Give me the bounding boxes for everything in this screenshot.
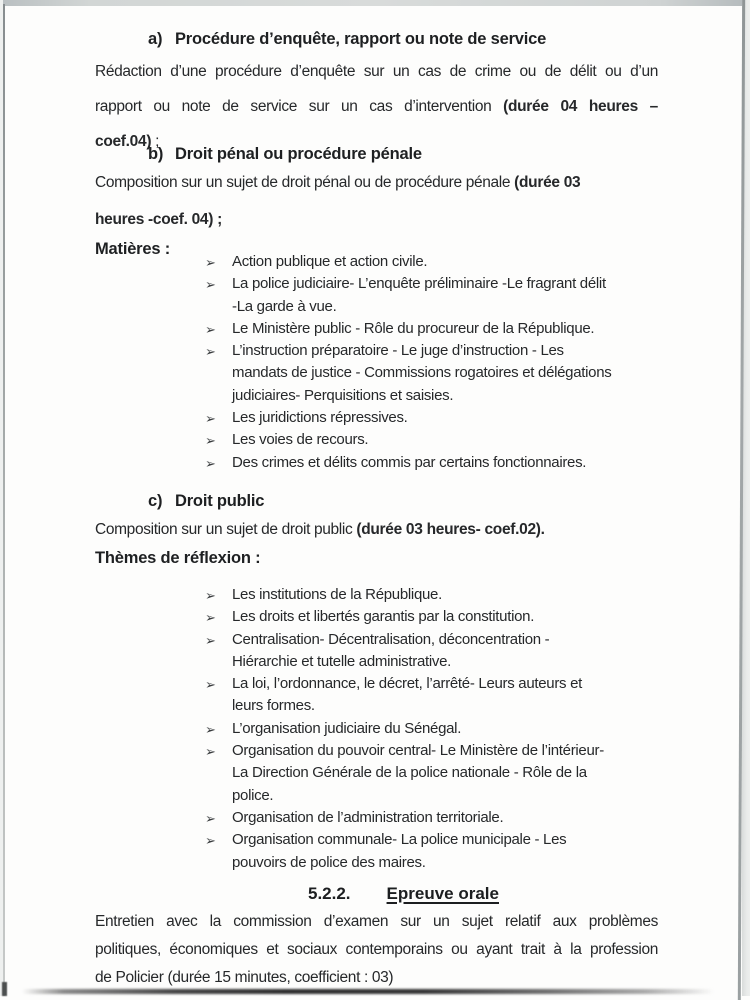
list-item-text: Les institutions de la République.: [232, 586, 442, 603]
list-arrow-icon: ➢: [205, 277, 216, 293]
list-item-text: Organisation du pouvoir central- Le Ministère de l’intérieur-: [232, 742, 604, 760]
list-arrow-icon: ➢: [205, 588, 216, 603]
duration-coefficient-bold: (durée 04 heures –: [503, 98, 658, 115]
list-arrow-icon: ➢: [205, 321, 216, 337]
list-indent-spacer: [205, 386, 232, 408]
list-item-text: Centralisation- Décentralisation, déconcentration -: [232, 630, 550, 648]
themes-label: Thèmes de réflexion :: [95, 549, 261, 567]
list-item-text: Les juridictions répressives.: [232, 409, 408, 427]
list-item-text: L’instruction préparatoire - Le juge d’instruction - Les: [232, 342, 564, 360]
list-item: [205, 407, 611, 429]
list-indent-spacer: [205, 763, 232, 785]
duration-coefficient-bold: (durée 03 heures- coef.02).: [356, 521, 545, 538]
list-item: [205, 718, 604, 740]
paragraph-line: Composition sur un sujet de droit pénal ou de procédure pénale: [95, 174, 515, 191]
section-c-label: c): [148, 492, 163, 510]
list-item-text: Organisation communale- La police municipale - Les: [232, 831, 567, 849]
duration-coefficient-bold: coef.04): [95, 133, 152, 150]
oral-exam-number: 5.2.2.: [308, 884, 351, 903]
list-item-text: Organisation de l’administration territoriale.: [232, 808, 504, 826]
section-b-title: Droit pénal ou procédure pénale: [175, 145, 422, 163]
list-item: [205, 629, 604, 674]
section-b-label: b): [148, 145, 164, 163]
list-item-text: L’organisation judiciaire du Sénégal.: [232, 719, 462, 737]
paragraph-droit-public: [95, 511, 658, 548]
list-indent-spacer: [205, 853, 232, 875]
paragraph-line: rapport ou note de service sur un cas d’intervention: [95, 98, 504, 115]
list-item: [205, 807, 604, 829]
list-item: [205, 273, 611, 318]
list-arrow-icon: ➢: [205, 344, 216, 360]
section-c-title: Droit public: [175, 492, 265, 510]
list-arrow-icon: ➢: [205, 632, 216, 648]
list-item: [205, 251, 611, 273]
list-item: [205, 340, 611, 407]
list-arrow-icon: ➢: [205, 610, 216, 626]
list-item-text: Des crimes et délits commis par certains fonctionnaires.: [232, 453, 587, 471]
list-arrow-icon: ➢: [205, 255, 216, 270]
list-item: [205, 452, 611, 474]
list-indent-spacer: [205, 652, 232, 674]
list-item: [205, 318, 611, 340]
matieres-label: Matières :: [95, 240, 171, 258]
oral-exam-title: Epreuve orale: [386, 884, 499, 903]
list-item: [205, 606, 604, 628]
paragraph-droit-penal: [95, 164, 658, 238]
paragraph-line: politiques, économiques et sociaux contemporains ou ayant trait à la profession: [95, 941, 658, 958]
list-item-text: pouvoirs de police des maires.: [232, 853, 426, 871]
list-item-text: Les droits et libertés garantis par la constitution.: [232, 608, 535, 626]
list-item-text: leurs formes.: [232, 697, 315, 715]
paragraph-line: de Policier (durée 15 minutes, coefficient : 03): [95, 969, 394, 986]
list-indent-spacer: [205, 696, 232, 718]
list-arrow-icon: ➢: [205, 721, 216, 737]
list-item-text: La Direction Générale de la police nationale - Rôle de la: [232, 764, 587, 782]
list-item: [205, 673, 604, 718]
list-item-text: -La garde à vue.: [232, 297, 337, 315]
list-item-text: Les voies de recours.: [232, 431, 369, 449]
list-item: [205, 429, 611, 451]
list-item-text: police.: [232, 786, 274, 804]
themes-list: [205, 584, 604, 874]
list-item-text: judiciaires- Perquisitions et saisies.: [232, 386, 454, 404]
section-c-heading: [148, 492, 264, 511]
list-arrow-icon: ➢: [205, 677, 216, 693]
paragraph-line: Entretien avec la commission d’examen sur un sujet relatif aux problèmes: [95, 913, 658, 930]
duration-coefficient-bold: heures -coef. 04) ;: [95, 211, 222, 228]
paragraph-procedure-enquete: [95, 54, 658, 159]
paragraph-line: Composition sur un sujet de droit public: [95, 521, 357, 538]
list-item-text: La loi, l’ordonnance, le décret, l’arrêté- Leurs auteurs et: [232, 675, 583, 693]
list-item: [205, 740, 604, 807]
list-item-text: La police judiciaire- L’enquête préliminaire -Le fragrant délit: [232, 275, 606, 293]
paragraph-line: Rédaction d’une procédure d’enquête sur un cas de crime ou de délit ou d’un: [95, 63, 658, 80]
section-a-title: Procédure d’enquête, rapport ou note de service: [175, 30, 547, 48]
list-item-text: Le Ministère public - Rôle du procureur de la République.: [232, 319, 595, 337]
list-item: [205, 584, 604, 606]
duration-coefficient-bold: (durée 03: [514, 174, 581, 191]
section-b-heading: [148, 145, 422, 164]
section-a-label: a): [148, 30, 163, 48]
list-arrow-icon: ➢: [205, 744, 216, 760]
paragraph-epreuve-orale: [95, 908, 658, 992]
list-arrow-icon: ➢: [205, 810, 216, 826]
list-item-text: Action publique et action civile.: [232, 253, 428, 270]
list-indent-spacer: [205, 363, 232, 385]
list-arrow-icon: ➢: [205, 411, 216, 427]
paragraph-line: ;: [151, 133, 160, 150]
section-a-heading: [148, 30, 546, 49]
list-indent-spacer: [205, 297, 232, 319]
list-item-text: mandats de justice - Commissions rogatoires et délégations: [232, 364, 612, 382]
list-item: [205, 829, 604, 874]
list-arrow-icon: ➢: [205, 433, 216, 449]
list-arrow-icon: ➢: [205, 833, 216, 849]
matieres-list: [205, 251, 611, 474]
list-indent-spacer: [205, 786, 232, 808]
list-arrow-icon: ➢: [205, 455, 216, 471]
list-item-text: Hiérarchie et tutelle administrative.: [232, 652, 451, 670]
oral-exam-heading: [308, 884, 499, 904]
